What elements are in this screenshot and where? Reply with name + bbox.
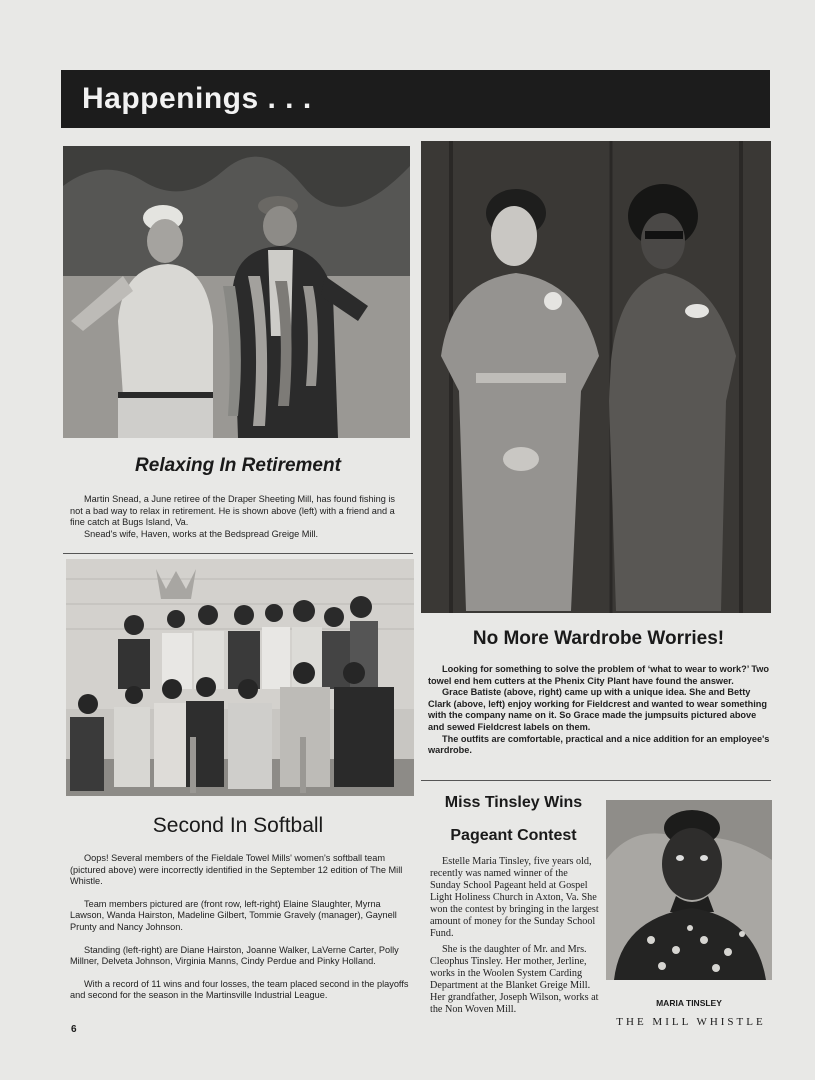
publication-name: THE MILL WHISTLE: [616, 1016, 766, 1028]
retirement-headline: Relaxing In Retirement: [135, 455, 341, 476]
wardrobe-paragraph: The outfits are comfortable, practical and a nice addition for an employee's wardrobe.: [428, 733, 770, 756]
page-number: 6: [71, 1024, 77, 1035]
tinsley-photo: [606, 800, 772, 980]
retirement-paragraph: Martin Snead, a June retiree of the Draper Sheeting Mill, has found fishing is not a bad way to relax in retirement. He is shown above (left) with a friend and a fine catch at Bugs Island, Va.: [70, 494, 396, 528]
retirement-paragraph: Snead's wife, Haven, works at the Bedspread Greige Mill.: [84, 528, 319, 539]
softball-team-photo: [66, 559, 414, 796]
wardrobe-paragraph: Grace Batiste (above, right) came up with a unique idea. She and Betty Clark (above, left) enjoy working for Fieldcrest and wanted to wear something with the company name on it. So Grace made the jumpsuits pictured above and sewed Fieldcrest labels on them.: [428, 687, 767, 732]
softball-body: [70, 853, 412, 1002]
divider: [421, 780, 771, 781]
wardrobe-headline: No More Wardrobe Worries!: [472, 628, 725, 649]
softball-paragraph: With a record of 11 wins and four losses, the team placed second in the playoffs and second for the season in the Martinsville Industrial League.: [70, 978, 409, 1001]
pageant-body: [430, 856, 600, 1016]
tinsley-photo-caption: MARIA TINSLEY: [656, 998, 722, 1008]
pageant-paragraph: Estelle Maria Tinsley, five years old, recently was named winner of the Sunday School Pageant held at Gospel Light Holiness Church in Axton, Va. She won the contest by bringing in the largest amount of money for the Sunday School Fund.: [430, 856, 599, 939]
pageant-headline-line1: Miss Tinsley Wins: [444, 794, 583, 811]
fishing-photo: [63, 146, 410, 438]
divider: [63, 553, 413, 554]
wardrobe-photo: [421, 141, 771, 613]
section-banner: [61, 70, 770, 128]
pageant-headline-line2: Pageant Contest: [450, 827, 577, 844]
pageant-paragraph: She is the daughter of Mr. and Mrs. Cleophus Tinsley. Her mother, Jerline, works in the Woolen System Carding Department at the Blanket Greige Mill. Her grandfather, Joseph Wilson, works at the Non Woven Mill.: [430, 944, 599, 1015]
wardrobe-body: [428, 664, 770, 757]
retirement-body: [70, 494, 410, 540]
softball-paragraph: Team members pictured are (front row, left-right) Elaine Slaughter, Myrna Lawson, Wanda Hairston, Madeline Gilbert, Tommie Gravely (manager), Gaynell Prunty and Nancy Johnson.: [70, 898, 397, 932]
banner-title: Happenings . . .: [82, 82, 312, 115]
softball-paragraph: Oops! Several members of the Fieldale Towel Mills' women's softball team (pictured above) were incorrectly identified in the September 12 edition of The Mill Whistle.: [70, 853, 403, 887]
wardrobe-paragraph: Looking for something to solve the problem of ‘what to wear to work?’ Two towel end hem cutters at the Phenix City Plant have found the answer.: [428, 664, 770, 686]
softball-headline: Second In Softball: [152, 814, 324, 837]
softball-paragraph: Standing (left-right) are Diane Hairston, Joanne Walker, LaVerne Carter, Polly Millner, Delveta Johnson, Virginia Manns, Cindy Perdue and Pinky Holland.: [70, 944, 399, 967]
